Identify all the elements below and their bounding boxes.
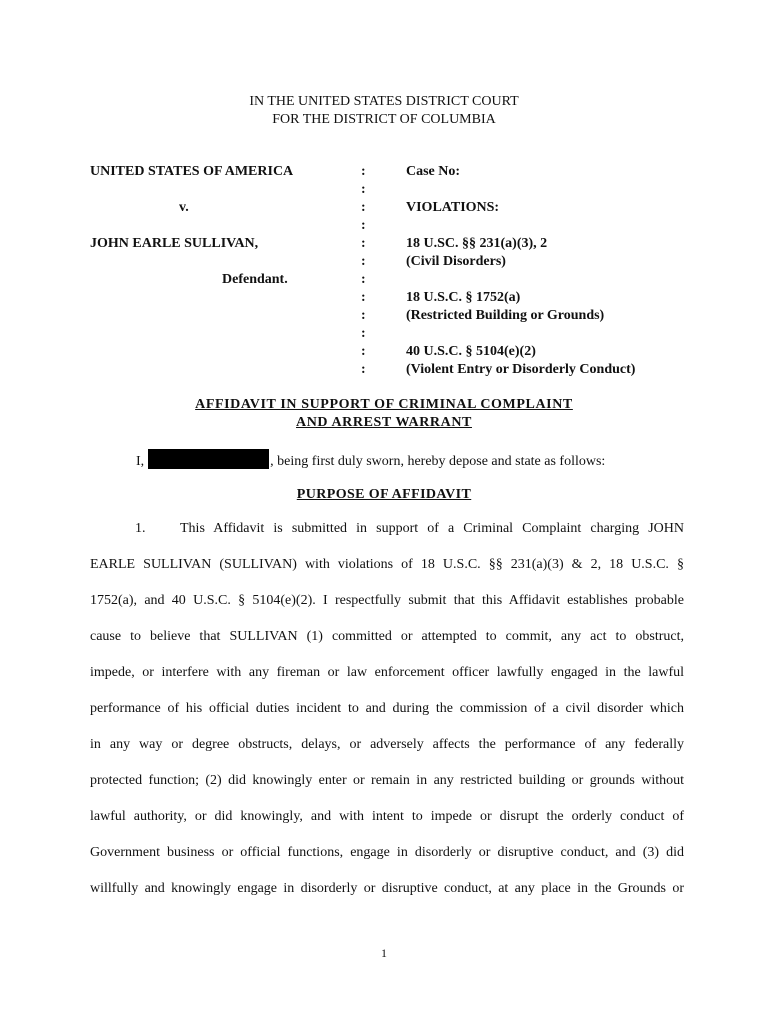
caption-statute: 18 U.SC. §§ 231(a)(3), 2 [406,236,548,251]
caption-colon: : [361,362,366,377]
caption-case-no: Case No: [406,164,461,179]
caption-colon: : [361,326,366,341]
sworn-suffix: , being first duly sworn, hereby depose and state as follows: [270,454,606,469]
caption-colon: : [361,218,366,233]
caption-statute-desc: (Violent Entry or Disorderly Conduct) [406,362,636,377]
caption-row [0,181,768,199]
paragraph-line: Government business or official functions, engage in disorderly or disruptive conduct, and (3) did [90,845,684,860]
caption-row [0,325,768,343]
caption-statute: 40 U.S.C. § 5104(e)(2) [406,344,536,359]
caption-colon: : [361,164,366,179]
paragraph-line: in any way or degree obstructs, delays, or adversely affects the performance of any federally [90,737,684,752]
sworn-prefix: I, [136,454,145,469]
caption-statute-desc: (Restricted Building or Grounds) [406,308,605,323]
caption-colon: : [361,290,366,305]
caption-row [0,307,768,325]
caption-colon: : [361,272,366,287]
paragraph-line: impede, or interfere with any fireman or law enforcement officer lawfully engaged in the lawful [90,665,684,680]
paragraph-line: lawful authority, or did knowingly, and with intent to impede or disrupt the orderly conduct of [90,809,684,824]
caption-row [0,199,768,217]
caption-row [0,253,768,271]
paragraph-number: 1. [135,521,146,536]
paragraph-line [90,519,684,539]
paragraph-line: cause to believe that SULLIVAN (1) committed or attempted to commit, any act to obstruct, [90,629,684,644]
redaction-bar [148,449,269,469]
caption-defendant-name: JOHN EARLE SULLIVAN, [90,236,259,251]
caption-colon: : [361,182,366,197]
paragraph-line: EARLE SULLIVAN (SULLIVAN) with violations of 18 U.S.C. §§ 231(a)(3) & 2, 18 U.S.C. § [90,557,684,572]
caption-row [0,217,768,235]
sworn-statement [136,449,605,472]
caption-row [0,289,768,307]
court-district: FOR THE DISTRICT OF COLUMBIA [272,112,496,127]
caption-colon: : [361,254,366,269]
section-heading-text: PURPOSE OF AFFIDAVIT [296,487,472,502]
paragraph-line: 1752(a), and 40 U.S.C. § 5104(e)(2). I respectfully submit that this Affidavit establishes probable [90,593,684,608]
caption-defendant-label: Defendant. [222,272,288,287]
caption-statute-desc: (Civil Disorders) [406,254,506,269]
court-name: IN THE UNITED STATES DISTRICT COURT [249,94,519,109]
document-title-line: AFFIDAVIT IN SUPPORT OF CRIMINAL COMPLAINT [195,397,573,412]
caption-violations-label: VIOLATIONS: [406,200,500,215]
document-title-line: AND ARREST WARRANT [296,415,472,430]
caption-party: UNITED STATES OF AMERICA [90,164,294,179]
caption-colon: : [361,236,366,251]
caption-statute: 18 U.S.C. § 1752(a) [406,290,521,305]
paragraph-line: willfully and knowingly engage in disorderly or disruptive conduct, at any place in the Grounds or [90,881,684,896]
paragraph-line: performance of his official duties incident to and during the commission of a civil disorder which [90,701,684,716]
caption-row [0,163,768,181]
caption-colon: : [361,344,366,359]
caption-row [0,343,768,361]
caption-colon: : [361,308,366,323]
caption-row [0,271,768,289]
section-heading [0,486,768,504]
page-number: 1 [381,946,387,960]
paragraph-line-text: This Affidavit is submitted in support of a Criminal Complaint charging JOHN [180,521,684,536]
caption-colon: : [361,200,366,215]
caption-row [0,235,768,253]
paragraph-line: protected function; (2) did knowingly enter or remain in any restricted building or grounds without [90,773,684,788]
caption-row [0,361,768,379]
document-title [0,396,768,432]
court-heading [0,93,768,129]
caption-versus: v. [179,200,189,215]
